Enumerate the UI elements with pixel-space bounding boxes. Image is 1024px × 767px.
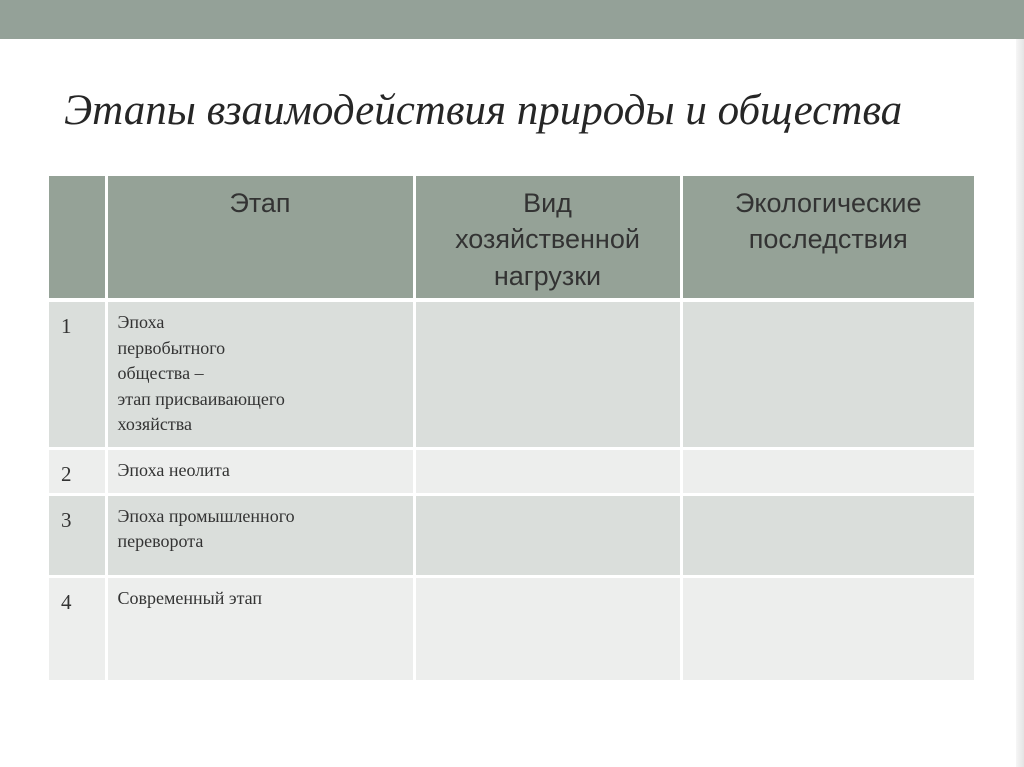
row-stage <box>106 576 414 680</box>
row-economic-load-cell <box>414 448 681 494</box>
row-number: 4 <box>49 576 106 680</box>
header-economic-load-line: нагрузки <box>493 260 602 291</box>
header-economic-load-line: Вид <box>523 188 572 218</box>
header-ecological-line: Экологические <box>735 188 922 218</box>
row-economic-load-cell <box>414 494 681 576</box>
table-row <box>49 494 974 576</box>
table-header-row <box>49 176 974 300</box>
table-row <box>49 300 974 448</box>
row-number: 3 <box>49 494 106 576</box>
header-ecological-consequences <box>681 176 974 300</box>
row-stage <box>106 448 414 494</box>
stage-line: первобытного <box>117 337 226 358</box>
stage-line: переворота <box>117 531 204 552</box>
header-stage: Этап <box>106 176 414 300</box>
row-stage <box>106 300 414 448</box>
stage-line: Эпоха промышленного <box>117 505 295 526</box>
stage-line: хозяйства <box>117 414 192 435</box>
row-economic-load-cell <box>414 576 681 680</box>
slide-right-edge <box>1016 39 1024 767</box>
row-ecological-cell <box>681 300 974 448</box>
row-number: 2 <box>49 448 106 494</box>
row-economic-load-cell <box>414 300 681 448</box>
stage-line: Эпоха <box>117 312 165 332</box>
stage-line: общества – <box>117 363 204 384</box>
slide-top-bar <box>0 0 1024 39</box>
header-economic-load-line: хозяйственной <box>455 224 640 255</box>
row-ecological-cell <box>681 576 974 680</box>
row-number: 1 <box>49 300 106 448</box>
row-ecological-cell <box>681 494 974 576</box>
stage-line: Эпоха неолита <box>117 459 230 480</box>
slide-title: Этапы взаимодействия природы и общества <box>64 87 903 134</box>
row-stage <box>106 494 414 576</box>
header-number <box>49 176 106 300</box>
row-ecological-cell <box>681 448 974 494</box>
header-ecological-line: последствия <box>748 224 908 255</box>
table-row <box>49 576 974 680</box>
table-row <box>49 448 974 494</box>
header-economic-load <box>414 176 681 300</box>
stage-line: этап присваивающего <box>117 388 285 409</box>
stage-line: Современный этап <box>117 587 263 608</box>
stages-table <box>49 176 974 680</box>
